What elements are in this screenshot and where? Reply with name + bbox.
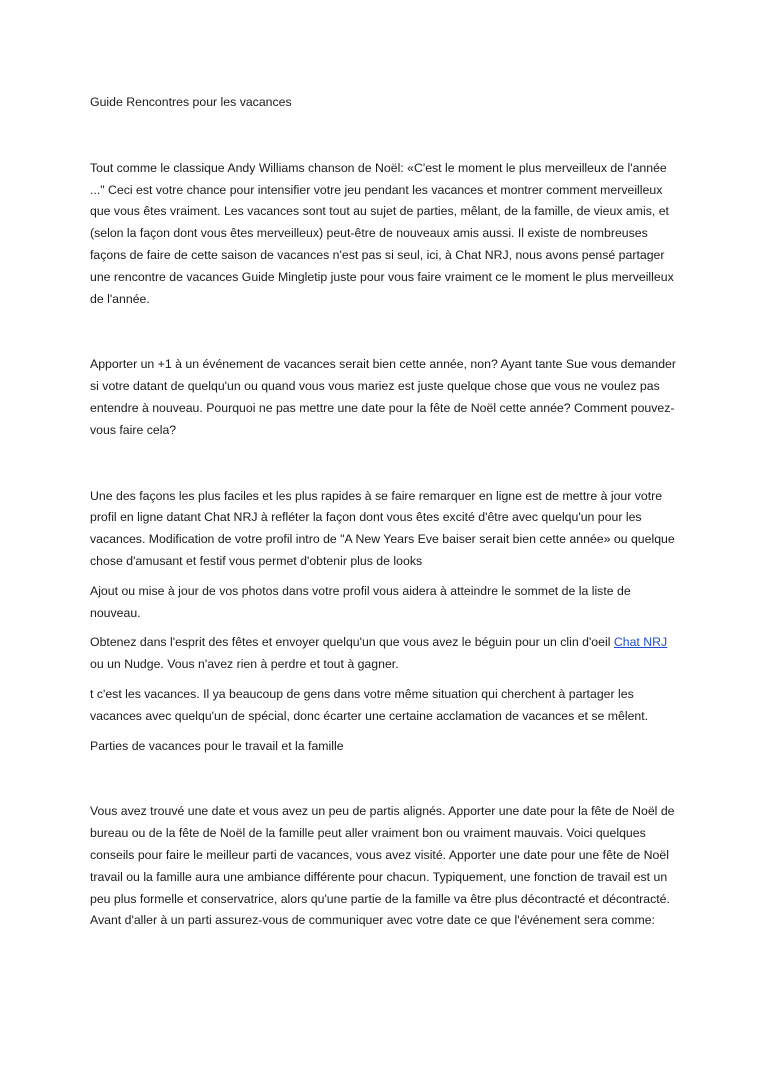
wink-text-before: Obtenez dans l'esprit des fêtes et envoyer quelqu'un que vous avez le béguin pour un clin d'oeil	[90, 635, 614, 650]
paragraph-plus-one: Apporter un +1 à un événement de vacances serait bien cette année, non? Ayant tante Sue vous demander si votre datant de quelqu'un ou quand vous vous mariez est juste quelque chose que vous ne voulez pas entendre à nouveau. Pourquoi ne pas mettre une date pour la fête de Noël cette année? Comment pouvez-vous faire cela?	[90, 357, 676, 437]
paragraph-intro: Tout comme le classique Andy Williams chanson de Noël: «C'est le moment le plus merveilleux de l'année ..." Ceci est votre chance pour intensifier votre jeu pendant les vacances et montrer comment merveilleux que vous êtes vraiment. Les vacances sont tout au sujet de parties, mêlant, de la famille, de vieux amis, et (selon la façon dont vous êtes merveilleux) peut-être de nouveaux amis aussi. Il existe de nombreuses façons de faire de cette saison de vacances n'est pas si seul, ici, à Chat NRJ, nous avons pensé partager une rencontre de vacances Guide Mingletip juste pour vous faire vraiment ce le moment le plus merveilleux de l'année.	[90, 160, 674, 306]
document-body	[90, 92, 682, 932]
paragraph-photos: Ajout ou mise à jour de vos photos dans votre profil vous aidera à atteindre le sommet de la liste de nouveau.	[90, 583, 631, 620]
paragraph-wink	[90, 632, 682, 676]
chat-nrj-link[interactable]: Chat NRJ	[613, 635, 668, 650]
document-title: Guide Rencontres pour les vacances	[90, 95, 292, 109]
section-subheading: Parties de vacances pour le travail et la famille	[90, 738, 344, 753]
paragraph-vacances: t c'est les vacances. Il ya beaucoup de gens dans votre même situation qui cherchent à partager les vacances avec quelqu'un de spécial, donc écarter une certaine acclamation de vacances et se mêlent.	[90, 686, 649, 723]
wink-text-after: ou un Nudge. Vous n'avez rien à perdre et tout à gagner.	[90, 657, 399, 672]
paragraph-profile-update: Une des façons les plus faciles et les plus rapides à se faire remarquer en ligne est de mettre à jour votre profil en ligne datant Chat NRJ à refléter la façon dont vous êtes excité d'être avec quelqu'un pour les vacances. Modification de votre profil intro de "A New Years Eve baiser serait bien cette année» ou quelque chose d'amusant et festif vous permet d'obtenir plus de looks	[90, 488, 675, 568]
paragraph-parties: Vous avez trouvé une date et vous avez un peu de partis alignés. Apporter une date pour la fête de Noël de bureau ou de la fête de Noël de la famille peut aller vraiment bon ou vraiment mauvais. Voici quelques conseils pour faire le meilleur parti de vacances, vous avez visité. Apporter une date pour une fête de Noël travail ou la famille aura une ambiance différente pour chacun. Typiquement, une fonction de travail est un peu plus formelle et conservatrice, alors qu'une partie de la famille va être plus décontracté et décontracté. Avant d'aller à un parti assurez-vous de communiquer avec votre date ce que l'événement sera comme:	[90, 804, 675, 928]
